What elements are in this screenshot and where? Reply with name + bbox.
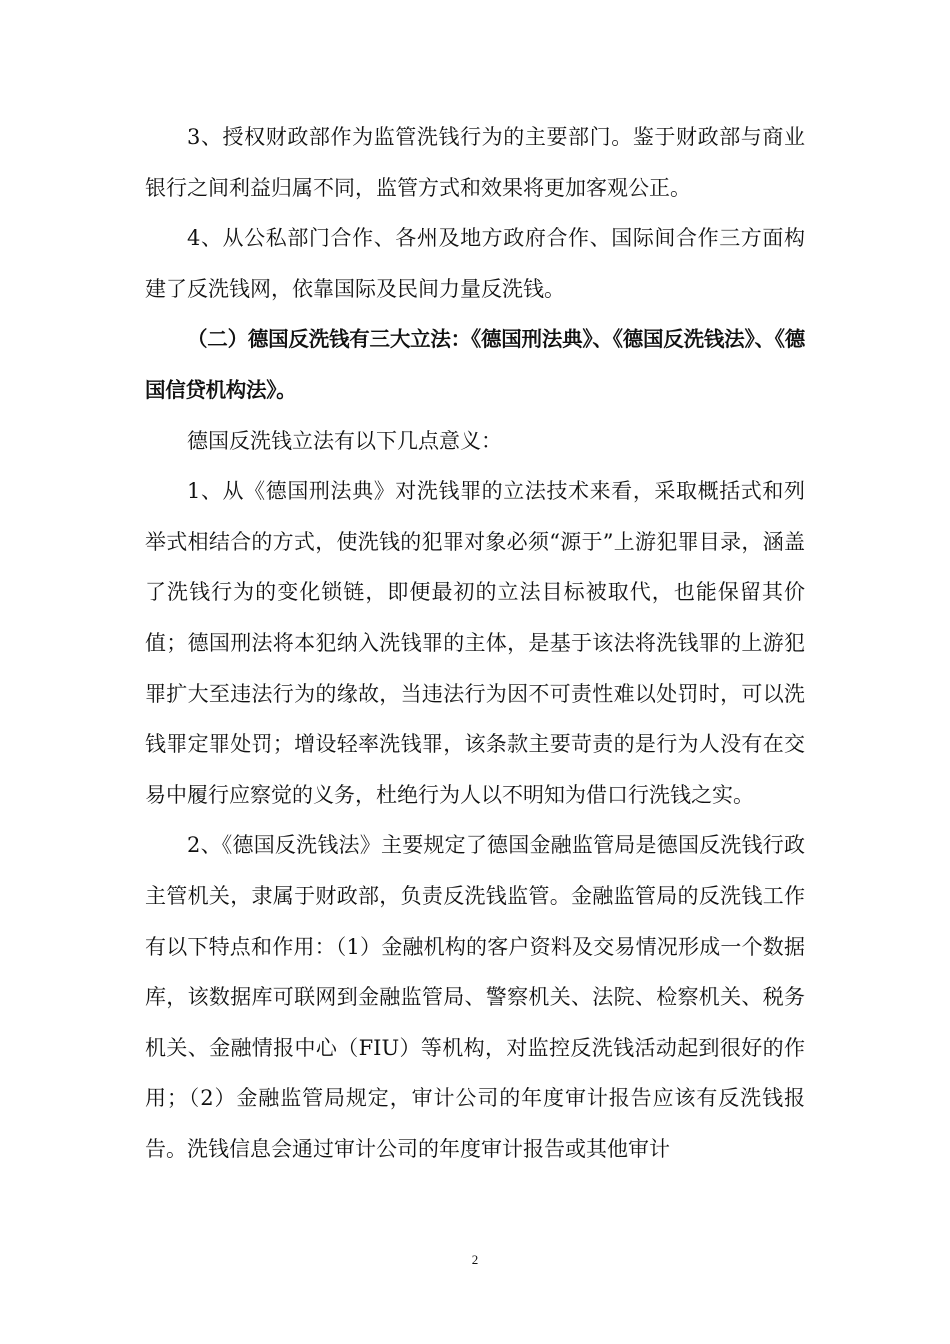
section-heading: （二）德国反洗钱有三大立法：《德国刑法典》、《德国反洗钱法》、《德国信贷机构法》。 — [145, 327, 805, 402]
page-number: 2 — [471, 1252, 479, 1267]
paragraph-item-4: 4、从公私部门合作、各州及地方政府合作、国际间合作三方面构建了反洗钱网，依靠国际及民间力量反洗钱。 — [145, 226, 805, 301]
paragraph-intro: 德国反洗钱立法有以下几点意义： — [187, 428, 502, 453]
paragraph-point-2: 2、《德国反洗钱法》主要规定了德国金融监管局是德国反洗钱行政主管机关，隶属于财政部，负责反洗钱监管。金融监管局的反洗钱工作有以下特点和作用：（1）金融机构的客户资料及交易情况形成一个数据库，该数据库可联网到金融监管局、警察机关、法院、检察机关、税务机关、金融情报中心（FIU）等机构，对监控反洗钱活动起到很好的作用；（2）金融监管局规定，审计公司的年度审计报告应该有反洗钱报告。洗钱信息会通过审计公司的年度审计报告或其他审计 — [145, 833, 805, 1161]
paragraph-item-3: 3、授权财政部作为监管洗钱行为的主要部门。鉴于财政部与商业银行之间利益归属不同，监管方式和效果将更加客观公正。 — [145, 125, 805, 200]
document-body — [145, 112, 805, 1174]
paragraph-point-1: 1、从《德国刑法典》对洗钱罪的立法技术来看，采取概括式和列举式相结合的方式，使洗钱的犯罪对象必须“源于”上游犯罪目录，涵盖了洗钱行为的变化锁链，即便最初的立法目标被取代，也能保留其价值；德国刑法将本犯纳入洗钱罪的主体，是基于该法将洗钱罪的上游犯罪扩大至违法行为的缘故，当违法行为因不可责性难以处罚时，可以洗钱罪定罪处罚；增设轻率洗钱罪，该条款主要苛责的是行为人没有在交易中履行应察觉的义务，杜绝行为人以不明知为借口行洗钱之实。 — [145, 479, 805, 807]
